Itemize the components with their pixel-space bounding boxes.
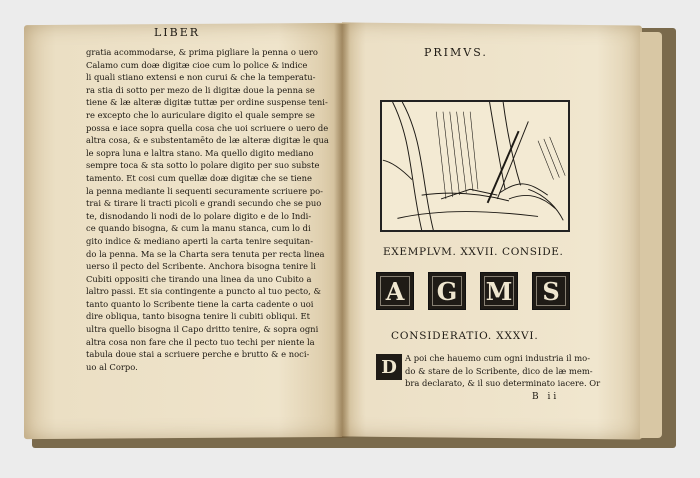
text-line: tamento. Et cosi cum quellæ doæ digitæ che se tiene <box>86 172 312 183</box>
initial-a: A <box>376 272 414 310</box>
text-line: uo al Corpo. <box>86 361 138 372</box>
writing-hand-woodcut-icon <box>382 102 568 230</box>
text-line: tanto quanto lo Scribente tiene la carta cadente o uoi <box>86 298 314 309</box>
text-line: re excepto che lo auriculare digito el quale sempre se <box>86 109 315 120</box>
example-caption: EXEMPLVM. XXVII. CONSIDE. <box>383 246 564 258</box>
left-running-head: LIBER <box>154 26 201 39</box>
text-line: laltro passi. Et sia contingente a puncto al tuo pecto, & <box>86 286 321 297</box>
text-line: A poi che hauemo cum ogni industria il mo- <box>405 353 591 363</box>
text-line: bra declarato, & il suo determinato iacere. Or <box>405 378 601 389</box>
text-line: do la penna. Ma se la Charta sera tenuta per recta linea <box>86 248 325 259</box>
left-page-text <box>86 46 329 373</box>
initial-s: S <box>532 272 570 310</box>
right-running-head: PRIMVS. <box>424 46 488 59</box>
text-line: ce quando bisogna, & cum la manu stanca, cum lo di <box>86 223 311 234</box>
signature-mark: B ii <box>532 392 560 402</box>
text-line: dire obliqua, tanto bisogna tenire li cubiti obliqui. Et <box>86 311 310 322</box>
text-line: la penna mediante li sequenti securamente scriuere po- <box>86 185 323 196</box>
initial-g: G <box>428 272 466 310</box>
text-line: tabula doue stai a scriuere perche e brutto & e noci- <box>86 349 310 360</box>
text-line: uerso il pecto del Scribente. Anchora bisogna tenire li <box>86 261 316 272</box>
text-line: li quali stiano extensi e non curui & che la temperatu- <box>86 72 316 83</box>
text-line: Calamo cum doæ digitæ cioe cum lo police & indice <box>86 59 308 70</box>
text-line: ultra quello bisogna il Capo dritto tenire, & sopra ogni <box>86 324 319 335</box>
text-line: altra cosa non fare che il pecto tuo techi per niente la <box>86 336 315 347</box>
text-line: trai & tirare li tracti picoli e grandi secundo che se puo <box>86 198 322 209</box>
page-edges <box>640 32 662 438</box>
text-line: Cubiti oppositi che tirando una linea da uno Cubito a <box>86 273 312 284</box>
woodcut-illustration <box>380 100 570 232</box>
section-heading: CONSIDERATIO. XXXVI. <box>391 330 539 342</box>
initial-m: M <box>480 272 518 310</box>
text-line: le sopra luna e laltra stano. Ma quello digito mediano <box>86 147 314 158</box>
text-line: do & stare de lo Scribente, dico de læ mem- <box>405 365 593 376</box>
right-page-text <box>405 352 601 390</box>
drop-cap: D <box>376 354 402 380</box>
decorated-initials <box>376 272 576 312</box>
text-line: ra stia di sotto per mezo de li digitæ doue la penna se <box>86 84 315 95</box>
text-line: tiene & læ alteræ digitæ tuttæ per ordine suspense teni- <box>86 97 328 108</box>
text-line: possa e iace sopra quella cosa che uoi scriuere o uero de <box>86 122 329 133</box>
text-line: gratia acommodarse, & prima pigliare la penna o uero <box>86 47 318 57</box>
text-line: sempre toca & sta sotto lo polare digito per suo subste <box>86 160 320 171</box>
text-line: altra cosa, & e substentamēto de læ alteræ digitæ le qua <box>86 135 329 146</box>
text-line: gito indice & mediano aperti la carta tenire sequitan- <box>86 235 314 246</box>
book-gutter <box>334 24 350 438</box>
text-line: te, disnodando li nodi de lo polare digito e de lo Indi- <box>86 210 312 221</box>
